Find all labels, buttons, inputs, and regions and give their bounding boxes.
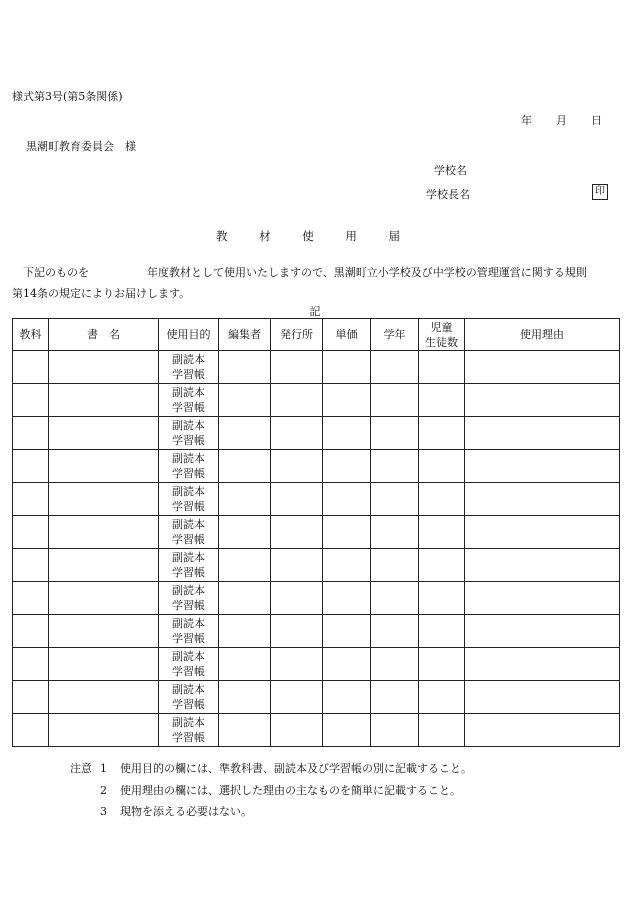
grade-cell[interactable] (371, 384, 419, 417)
grade-cell[interactable] (371, 516, 419, 549)
grade-cell[interactable] (371, 483, 419, 516)
purpose-option-workbook: 学習帳 (172, 665, 205, 678)
purpose-cell (159, 450, 219, 483)
book-name-cell[interactable] (49, 516, 159, 549)
notes-section (70, 758, 472, 823)
purpose-cell (159, 582, 219, 615)
editor-cell[interactable] (219, 582, 271, 615)
body-part2: 年度教材として使用いたしますので、黒潮町立小学校及び中学校の管理運営に関する規則 (147, 266, 587, 279)
publisher-cell[interactable] (271, 417, 323, 450)
date-month: 月 (556, 114, 567, 127)
grade-cell[interactable] (371, 450, 419, 483)
purpose-option-supplementary: 副読本 (172, 584, 205, 597)
editor-cell[interactable] (219, 681, 271, 714)
book-name-cell[interactable] (49, 681, 159, 714)
student-count-cell[interactable] (419, 681, 465, 714)
reason-cell[interactable] (465, 384, 620, 417)
purpose-option-workbook: 学習帳 (172, 533, 205, 546)
unit-price-cell[interactable] (323, 516, 371, 549)
table-row (13, 549, 620, 582)
header-reason: 使用理由 (465, 319, 620, 351)
student-count-cell[interactable] (419, 582, 465, 615)
note-item (70, 801, 472, 823)
note-text: 現物を添える必要はない。 (120, 805, 252, 818)
table-header-row (13, 319, 620, 351)
student-count-cell[interactable] (419, 384, 465, 417)
unit-price-cell[interactable] (323, 615, 371, 648)
note-text: 使用理由の欄には、選択した理由の主なものを簡単に記載すること。 (120, 783, 461, 797)
grade-cell[interactable] (371, 549, 419, 582)
note-number: 1 (100, 762, 107, 775)
reason-cell[interactable] (465, 450, 620, 483)
unit-price-cell[interactable] (323, 582, 371, 615)
publisher-cell[interactable] (271, 714, 323, 747)
editor-cell[interactable] (219, 483, 271, 516)
book-name-cell[interactable] (49, 615, 159, 648)
subject-cell[interactable] (13, 516, 49, 549)
subject-cell[interactable] (13, 714, 49, 747)
purpose-cell (159, 615, 219, 648)
book-name-cell[interactable] (49, 351, 159, 384)
book-name-cell[interactable] (49, 549, 159, 582)
addressee: 黒潮町教育委員会 様 (26, 140, 136, 153)
subject-cell[interactable] (13, 384, 49, 417)
date-line (521, 112, 602, 128)
table-row (13, 615, 620, 648)
book-name-cell[interactable] (49, 384, 159, 417)
book-name-cell[interactable] (49, 648, 159, 681)
subject-cell[interactable] (13, 483, 49, 516)
grade-cell[interactable] (371, 351, 419, 384)
publisher-cell[interactable] (271, 582, 323, 615)
note-number: 2 (100, 783, 107, 797)
date-day: 日 (591, 114, 602, 127)
unit-price-cell[interactable] (323, 450, 371, 483)
book-name-cell[interactable] (49, 582, 159, 615)
seal-mark: 印 (592, 184, 608, 200)
note-number: 3 (100, 805, 107, 818)
header-book-name: 書 名 (49, 319, 159, 351)
header-purpose: 使用目的 (159, 319, 219, 351)
purpose-option-supplementary: 副読本 (172, 386, 205, 399)
school-name-label: 学校名 (434, 164, 467, 177)
header-publisher: 発行所 (271, 319, 323, 351)
table-row (13, 648, 620, 681)
student-count-cell[interactable] (419, 450, 465, 483)
body-part1: 下記のものを (23, 266, 89, 279)
purpose-option-supplementary: 副読本 (172, 683, 205, 696)
note-text: 使用目的の欄には、準教科書、副読本及び学習帳の別に記載すること。 (120, 762, 472, 775)
book-name-cell[interactable] (49, 483, 159, 516)
table-row (13, 450, 620, 483)
publisher-cell[interactable] (271, 450, 323, 483)
table-row (13, 384, 620, 417)
unit-price-cell[interactable] (323, 648, 371, 681)
unit-price-cell[interactable] (323, 417, 371, 450)
document-title: 教 材 使 用 届 (215, 229, 415, 243)
note-item (70, 780, 472, 802)
purpose-option-supplementary: 副読本 (172, 518, 205, 531)
header-subject: 教科 (13, 319, 49, 351)
grade-cell[interactable] (371, 417, 419, 450)
purpose-option-supplementary: 副読本 (172, 485, 205, 498)
reason-cell[interactable] (465, 483, 620, 516)
purpose-option-supplementary: 副読本 (172, 716, 205, 729)
header-editor: 編集者 (219, 319, 271, 351)
table-row (13, 516, 620, 549)
header-unit-price: 単価 (323, 319, 371, 351)
student-count-cell[interactable] (419, 714, 465, 747)
header-grade: 学年 (371, 319, 419, 351)
grade-cell[interactable] (371, 681, 419, 714)
reason-cell[interactable] (465, 681, 620, 714)
reason-cell[interactable] (465, 582, 620, 615)
publisher-cell[interactable] (271, 351, 323, 384)
purpose-cell (159, 384, 219, 417)
editor-cell[interactable] (219, 417, 271, 450)
unit-price-cell[interactable] (323, 384, 371, 417)
subject-cell[interactable] (13, 351, 49, 384)
purpose-option-workbook: 学習帳 (172, 566, 205, 579)
student-count-cell[interactable] (419, 483, 465, 516)
table-row (13, 714, 620, 747)
subject-cell[interactable] (13, 648, 49, 681)
editor-cell[interactable] (219, 714, 271, 747)
header-student-count-line1: 児童 (430, 320, 453, 334)
reason-cell[interactable] (465, 516, 620, 549)
grade-cell[interactable] (371, 714, 419, 747)
publisher-cell[interactable] (271, 516, 323, 549)
grade-cell[interactable] (371, 582, 419, 615)
purpose-option-workbook: 学習帳 (172, 632, 205, 645)
purpose-option-workbook: 学習帳 (172, 500, 205, 513)
body-text-line2: 第14条の規定によりお届けします。 (12, 287, 191, 300)
publisher-cell[interactable] (271, 615, 323, 648)
purpose-option-supplementary: 副読本 (172, 452, 205, 465)
header-student-count (419, 319, 465, 351)
purpose-cell (159, 417, 219, 450)
grade-cell[interactable] (371, 615, 419, 648)
unit-price-cell[interactable] (323, 483, 371, 516)
header-student-count-line2: 生徒数 (425, 335, 458, 349)
purpose-cell (159, 648, 219, 681)
editor-cell[interactable] (219, 549, 271, 582)
editor-cell[interactable] (219, 351, 271, 384)
editor-cell[interactable] (219, 450, 271, 483)
table-row (13, 483, 620, 516)
editor-cell[interactable] (219, 615, 271, 648)
note-item (70, 758, 472, 780)
unit-price-cell[interactable] (323, 351, 371, 384)
publisher-cell[interactable] (271, 681, 323, 714)
editor-cell[interactable] (219, 384, 271, 417)
purpose-option-workbook: 学習帳 (172, 731, 205, 744)
student-count-cell[interactable] (419, 549, 465, 582)
editor-cell[interactable] (219, 516, 271, 549)
purpose-option-workbook: 学習帳 (172, 467, 205, 480)
editor-cell[interactable] (219, 648, 271, 681)
materials-table (12, 318, 620, 747)
grade-cell[interactable] (371, 648, 419, 681)
subject-cell[interactable] (13, 582, 49, 615)
purpose-cell (159, 714, 219, 747)
student-count-cell[interactable] (419, 516, 465, 549)
table-row (13, 582, 620, 615)
unit-price-cell[interactable] (323, 714, 371, 747)
table-row (13, 681, 620, 714)
subject-cell[interactable] (13, 681, 49, 714)
unit-price-cell[interactable] (323, 681, 371, 714)
purpose-cell (159, 516, 219, 549)
reason-cell[interactable] (465, 615, 620, 648)
reason-cell[interactable] (465, 714, 620, 747)
publisher-cell[interactable] (271, 384, 323, 417)
student-count-cell[interactable] (419, 648, 465, 681)
student-count-cell[interactable] (419, 351, 465, 384)
book-name-cell[interactable] (49, 714, 159, 747)
student-count-cell[interactable] (419, 417, 465, 450)
book-name-cell[interactable] (49, 450, 159, 483)
unit-price-cell[interactable] (323, 549, 371, 582)
purpose-option-supplementary: 副読本 (172, 419, 205, 432)
reason-cell[interactable] (465, 417, 620, 450)
publisher-cell[interactable] (271, 483, 323, 516)
reason-cell[interactable] (465, 351, 620, 384)
subject-cell[interactable] (13, 615, 49, 648)
publisher-cell[interactable] (271, 648, 323, 681)
reason-cell[interactable] (465, 549, 620, 582)
purpose-option-workbook: 学習帳 (172, 401, 205, 414)
purpose-option-supplementary: 副読本 (172, 617, 205, 630)
purpose-option-supplementary: 副読本 (172, 353, 205, 366)
table-row (13, 417, 620, 450)
subject-cell[interactable] (13, 549, 49, 582)
purpose-option-workbook: 学習帳 (172, 698, 205, 711)
book-name-cell[interactable] (49, 417, 159, 450)
purpose-cell (159, 549, 219, 582)
purpose-option-supplementary: 副読本 (172, 650, 205, 663)
reason-cell[interactable] (465, 648, 620, 681)
purpose-option-workbook: 学習帳 (172, 368, 205, 381)
table-row (13, 351, 620, 384)
purpose-option-workbook: 学習帳 (172, 434, 205, 447)
subject-cell[interactable] (13, 450, 49, 483)
body-text-line1 (12, 264, 587, 280)
subject-cell[interactable] (13, 417, 49, 450)
purpose-cell (159, 681, 219, 714)
purpose-option-workbook: 学習帳 (172, 599, 205, 612)
publisher-cell[interactable] (271, 549, 323, 582)
ki-marker: 記 (309, 305, 321, 318)
student-count-cell[interactable] (419, 615, 465, 648)
purpose-cell (159, 483, 219, 516)
note-label: 注意 (70, 762, 92, 775)
form-number: 様式第3号(第5条関係) (12, 90, 123, 103)
date-year: 年 (521, 114, 532, 127)
purpose-option-supplementary: 副読本 (172, 551, 205, 564)
principal-name-label: 学校長名 (426, 188, 470, 201)
purpose-cell (159, 351, 219, 384)
